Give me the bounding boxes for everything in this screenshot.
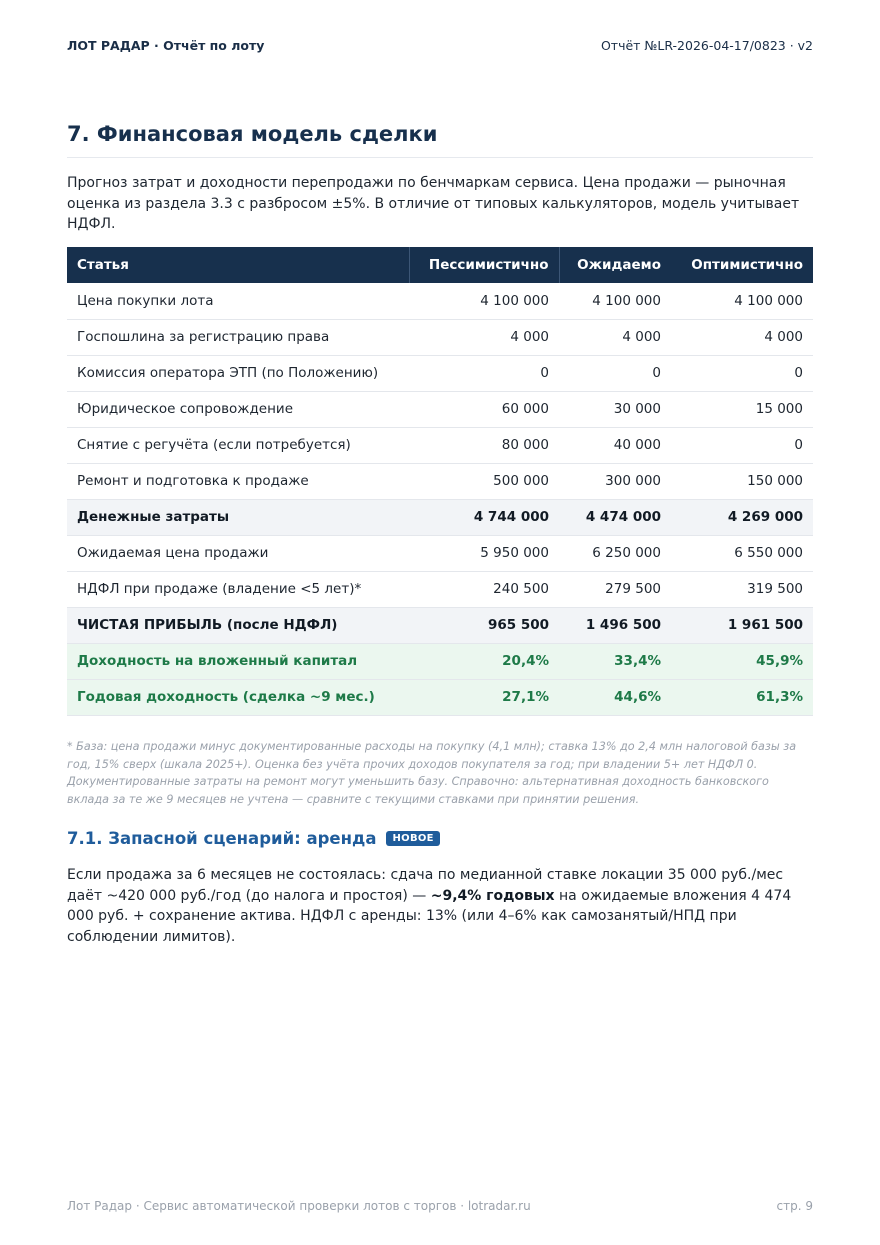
table-row	[67, 355, 813, 391]
row-label: ЧИСТАЯ ПРИБЫЛЬ (после НДФЛ)	[67, 607, 409, 643]
cell-expected: 0	[559, 355, 671, 391]
row-label: Цена покупки лота	[67, 283, 409, 319]
cell-optimistic: 6 550 000	[671, 535, 813, 571]
cell-pessimistic: 4 000	[409, 319, 559, 355]
row-label: Комиссия оператора ЭТП (по Положению)	[67, 355, 409, 391]
row-label: Доходность на вложенный капитал	[67, 643, 409, 679]
financial-model-table	[67, 247, 813, 716]
row-label: Ремонт и подготовка к продаже	[67, 463, 409, 499]
column-header-pessimistic: Пессимистично	[409, 247, 559, 283]
cell-optimistic: 150 000	[671, 463, 813, 499]
cell-optimistic: 319 500	[671, 571, 813, 607]
new-badge: НОВОЕ	[386, 831, 439, 846]
row-label: НДФЛ при продаже (владение <5 лет)*	[67, 571, 409, 607]
table-row	[67, 499, 813, 535]
row-label: Годовая доходность (сделка ~9 мес.)	[67, 679, 409, 715]
page-header	[67, 38, 813, 54]
section-divider	[67, 157, 813, 158]
table-row	[67, 463, 813, 499]
cell-pessimistic: 0	[409, 355, 559, 391]
cell-expected: 300 000	[559, 463, 671, 499]
table-row	[67, 319, 813, 355]
column-header-expected: Ожидаемо	[559, 247, 671, 283]
cell-optimistic: 0	[671, 355, 813, 391]
subsection-title: 7.1. Запасной сценарий: аренда	[67, 829, 377, 848]
table-header-row	[67, 247, 813, 283]
rent-yield-highlight: ~9,4% годовых	[430, 887, 555, 904]
table-body	[67, 283, 813, 715]
table-row	[67, 643, 813, 679]
cell-optimistic: 4 100 000	[671, 283, 813, 319]
table-row	[67, 535, 813, 571]
cell-expected: 44,6%	[559, 679, 671, 715]
cell-expected: 279 500	[559, 571, 671, 607]
rent-text-end: на ожидаемые вложения 4 474 000 руб. + сохранение актива. НДФЛ с аренды: 13% (или 4–6% как самозанятый/НПД при соблюдении лимитов).	[67, 887, 792, 945]
column-header-item: Статья	[67, 247, 409, 283]
cell-pessimistic: 80 000	[409, 427, 559, 463]
row-label: Снятие с регучёта (если потребуется)	[67, 427, 409, 463]
cell-optimistic: 45,9%	[671, 643, 813, 679]
cell-optimistic: 4 269 000	[671, 499, 813, 535]
cell-expected: 33,4%	[559, 643, 671, 679]
rent-text-start: Если продажа за 6 месяцев не состоялась: сдача по медианной ставке локации 35 000 руб./мес даёт ~420 000 руб./год (до налога и простоя) —	[67, 867, 784, 904]
subsection-title-row	[67, 829, 440, 848]
cell-expected: 1 496 500	[559, 607, 671, 643]
cell-pessimistic: 27,1%	[409, 679, 559, 715]
cell-expected: 4 000	[559, 319, 671, 355]
table-row	[67, 571, 813, 607]
cell-pessimistic: 20,4%	[409, 643, 559, 679]
cell-pessimistic: 5 950 000	[409, 535, 559, 571]
table-row	[67, 283, 813, 319]
cell-optimistic: 1 961 500	[671, 607, 813, 643]
cell-pessimistic: 240 500	[409, 571, 559, 607]
brand-title: ЛОТ РАДАР · Отчёт по лоту	[67, 38, 265, 53]
table-row	[67, 427, 813, 463]
row-label: Ожидаемая цена продажи	[67, 535, 409, 571]
table-row	[67, 391, 813, 427]
cell-pessimistic: 500 000	[409, 463, 559, 499]
page-footer	[67, 1199, 813, 1215]
cell-optimistic: 15 000	[671, 391, 813, 427]
section-intro: Прогноз затрат и доходности перепродажи по бенчмаркам сервиса. Цена продажи — рыночная оценка из раздела 3.3 с разбросом ±5%. В отличие от типовых калькуляторов, модель учитывает НДФЛ.	[67, 175, 800, 232]
cell-expected: 30 000	[559, 391, 671, 427]
table-row	[67, 679, 813, 715]
cell-expected: 4 474 000	[559, 499, 671, 535]
footer-service-info: Лот Радар · Сервис автоматической проверки лотов с торгов · lotradar.ru	[67, 1199, 531, 1213]
column-header-optimistic: Оптимистично	[671, 247, 813, 283]
cell-pessimistic: 60 000	[409, 391, 559, 427]
cell-expected: 6 250 000	[559, 535, 671, 571]
row-label: Госпошлина за регистрацию права	[67, 319, 409, 355]
page-number: стр. 9	[776, 1199, 813, 1213]
report-number: Отчёт №LR-2026-04-17/0823 · v2	[600, 38, 813, 53]
report-page	[67, 0, 813, 1245]
rent-scenario-text	[67, 865, 813, 947]
cell-optimistic: 61,3%	[671, 679, 813, 715]
section-title: 7. Финансовая модель сделки	[67, 122, 438, 146]
table-row	[67, 607, 813, 643]
cell-pessimistic: 4 744 000	[409, 499, 559, 535]
row-label: Юридическое сопровождение	[67, 391, 409, 427]
tax-footnote: * База: цена продажи минус документированные расходы на покупку (4,1 млн); ставка 13% до 2,4 млн налоговой базы за год, 15% сверх (шкала 2025+). Оценка без учёта прочих доходов покупателя за год; при владении 5+ лет НДФЛ 0. Документированные затраты на ремонт могут уменьшить базу. Справочно: альтернативная доходность банковского вклада за те же 9 месяцев не учтена — сравните с текущими ставками при принятии решения.	[67, 740, 797, 806]
cell-expected: 40 000	[559, 427, 671, 463]
cell-expected: 4 100 000	[559, 283, 671, 319]
cell-pessimistic: 4 100 000	[409, 283, 559, 319]
row-label: Денежные затраты	[67, 499, 409, 535]
cell-optimistic: 0	[671, 427, 813, 463]
cell-pessimistic: 965 500	[409, 607, 559, 643]
cell-optimistic: 4 000	[671, 319, 813, 355]
